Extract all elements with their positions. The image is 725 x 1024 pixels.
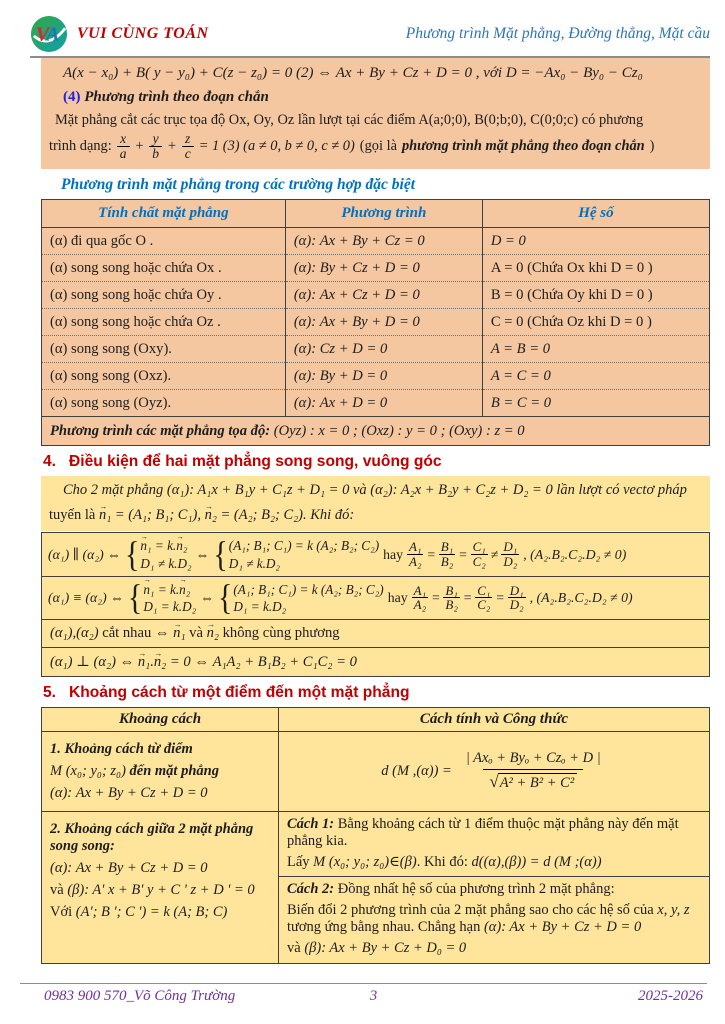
vector-n1: n₁ → (99, 507, 111, 524)
heading-text: Phương trình theo đoạn chắn (84, 89, 269, 105)
table-cell: C = 0 (Chứa Oz khi D = 0 ) (482, 309, 709, 336)
document-content (41, 58, 710, 964)
vector-n2: n₂ → (154, 654, 166, 671)
table-cell: (α): Ax + By + D = 0 (285, 309, 482, 336)
two-planes-distance-cell: 2. Khoảng cách giữa 2 mặt phẳng song song: (α): Ax + By + Cz + D = 0 và (β): A' x + B' y + C ' z + D ' = 0 Với (A'; B '; C ') = k (A; B; C) (42, 812, 279, 963)
brace-icon: { (127, 578, 143, 618)
special-cases-heading: Phương trình mặt phẳng trong các trường hợp đặc biệt (61, 176, 416, 194)
fraction-y-b: $\frac{y}{b}$ (149, 132, 162, 161)
page-number: 3 (369, 988, 378, 1004)
brand-logo-icon (30, 15, 68, 53)
footer-year: 2025-2026 (638, 988, 703, 1004)
vector-n2: n₂ → (205, 507, 217, 524)
column-header: Tính chất mặt phẳng (42, 200, 286, 228)
table-cell: (α) song song (Oxy). (42, 336, 286, 363)
ratio-chain: $\frac{\text{A₁}}{\text{A₂}}$ = $\frac{\text{B₁}}{\text{B₂}}$ = $\frac{\text{C₁}}{\text{C₂}}$ ≠ D₁ D₂ (409, 539, 518, 569)
table-row (42, 390, 710, 417)
intercept-paragraph: Mặt phẳng cắt các trục tọa độ Ox, Oy, Oz lần lượt tại các điểm A(a;0;0), B(0;b;0), C(0;0;c) có phương (55, 112, 644, 128)
table-cell: (α): By + Cz + D = 0 (285, 255, 482, 282)
brace-icon: { (218, 578, 233, 618)
vector-n1: n₁ → (143, 581, 154, 598)
vector-n2: n₂ → (207, 625, 219, 642)
section-5-heading: 5. Khoảng cách từ một điểm đến một mặt phẳng (43, 683, 410, 701)
page-header (30, 12, 710, 58)
condition-coincident-row: (α₁) ≡ (α₂) ⇔ { n₁ → = k.n₂ → D₁ = k.D₂ ⇔ { (A₁; B₁; C₁) = k (A₂; B₂; C₂) D₁ = k.D₂ hay $\frac{\text{A₁}}{\text{A₂}}$ = $\frac{\text{B₁}}{\text{B₂}}$ = $\frac{\text{C₁}}{\text{C₂}}$ = $\frac{\text{D₁}}{\text{D₂}}$ , (A₂.B₂.C₂.D₂ ≠ 0) (42, 576, 709, 619)
table-row (42, 336, 710, 363)
intercept-term: phương trình mặt phẳng theo đoạn chắn (401, 138, 645, 155)
heading-number: (4) (63, 89, 81, 105)
column-header: Hệ số (482, 200, 709, 228)
table-cell: (α) song song hoặc chứa Oz . (42, 309, 286, 336)
section-4-heading: 4. Điều kiện để hai mặt phẳng song song, vuông góc (43, 453, 442, 471)
table-cell: (α) đi qua gốc O . (42, 228, 286, 255)
footer-author: 0983 900 570_Võ Công Trường (44, 988, 236, 1004)
table-row (42, 309, 710, 336)
system-vectors: { n₁ → = k.n₂ → D₁ = k.D₂ (128, 581, 196, 615)
table-row (42, 228, 710, 255)
table-row (42, 255, 710, 282)
plane-equation-box (41, 58, 710, 169)
table-cell: (α): Cz + D = 0 (285, 336, 482, 363)
table-cell: (α) song song (Oxz). (42, 363, 286, 390)
ratio-chain: $\frac{\text{A₁}}{\text{A₂}}$ = $\frac{\text{B₁}}{\text{B₂}}$ = $\frac{\text{C₁}}{\text{C₂}}$ = $\frac{\text{D₁}}{\text{D₂}}$ (413, 582, 524, 613)
column-header: Phương trình (285, 200, 482, 228)
two-planes-definition: Cho 2 mặt phẳng (α₁): A₁x + B₁y + C₁z + D₁ = 0 và (α₂): A₂x + B₂y + C₂z + D₂ = 0 lần lượt có vectơ pháp (63, 482, 687, 499)
table-cell: A = C = 0 (482, 363, 709, 390)
page-footer (20, 983, 707, 1005)
fraction-x-a: $\frac{x}{a}$ (117, 132, 130, 161)
table-cell: (α): By + D = 0 (285, 363, 482, 390)
normal-vectors-line: tuyến là n₁ → = (A₁; B₁; C₁), n₂ → = (A₂; B₂; C₂). Khi đó: (49, 507, 702, 524)
brace-icon: { (213, 534, 228, 575)
table-cell: (α) song song hoặc chứa Oy . (42, 282, 286, 309)
square-root: √ A² + B² + C² (489, 773, 577, 792)
method-2: Cách 2: Đồng nhất hệ số của phương trình 2 mặt phẳng: Biến đổi 2 phương trình của 2 mặt phẳng sao cho các hệ số của x, y, z tương ứng bằng nhau. Chẳng hạn (α): Ax + By + Cz + D = 0 và (β): Ax + By + Cz + D₀ = 0 (279, 876, 709, 963)
system-coordinates: { (A₁; B₁; C₁) = k (A₂; B₂; C₂) D₁ ≠ k.D₂ (213, 534, 380, 575)
intercept-form-heading (49, 89, 702, 106)
table-cell: A = 0 (Chứa Ox khi D = 0 ) (482, 255, 709, 282)
vector-n2: n₂ → (179, 581, 190, 598)
column-header: Khoảng cách (42, 708, 279, 732)
table-cell: (α): Ax + D = 0 (285, 390, 482, 417)
table-row (42, 282, 710, 309)
table-cell: (α): Ax + Cz + D = 0 (285, 282, 482, 309)
condition-lhs: (α₁) ≡ (α₂) ⇔ (48, 589, 124, 605)
table-cell: D = 0 (482, 228, 709, 255)
coordinate-planes-note: Phương trình các mặt phẳng tọa độ: (Oyz) : x = 0 ; (Oxz) : y = 0 ; (Oxy) : z = 0 (42, 417, 710, 446)
column-header: Cách tính và Công thức (279, 708, 709, 732)
distance-formula-cell: d (M ,(α)) = | Axₒ + Byₒ + Czₒ + D | √ A² + B² + C² (279, 732, 709, 812)
table-cell: B = 0 (Chứa Oy khi D = 0 ) (482, 282, 709, 309)
system-vectors: { n₁ → = k.n₂ → D₁ ≠ k.D₂ (125, 537, 192, 571)
table-cell: B = C = 0 (482, 390, 709, 417)
table-footer-row (42, 417, 710, 446)
system-coordinates: { (A₁; B₁; C₁) = k (A₂; B₂; C₂) D₁ = k.D₂ (218, 578, 384, 618)
table-cell: (α) song song (Oyz). (42, 390, 286, 417)
brand-name: VUI CÙNG TOÁN (77, 25, 209, 42)
condition-intersect-row: (α₁),(α₂) cắt nhau ⇔ n₁ → và n₂ → không cùng phương (42, 619, 709, 647)
table-cell: A = B = 0 (482, 336, 709, 363)
vector-n2: n₂ → (176, 537, 187, 554)
condition-lhs: (α₁) ∥ (α₂) ⇔ (48, 546, 121, 562)
fraction-z-c: $\frac{z}{c}$ (182, 132, 194, 161)
logo-letter-v: V (35, 23, 50, 46)
equation-prefix: trình dạng: (49, 138, 112, 155)
methods-cell (279, 812, 709, 963)
vector-n1: n₁ → (140, 537, 151, 554)
point-distance-cell: 1. Khoảng cách từ điểm M (x₀; y₀; z₀) đến mặt phẳng (α): Ax + By + Cz + D = 0 (42, 732, 279, 812)
vector-n1: n₁ → (138, 654, 150, 671)
condition-parallel-row: (α₁) ∥ (α₂) ⇔ { n₁ → = k.n₂ → D₁ ≠ k.D₂ ⇔ { (A₁; B₁; C₁) = k (A₂; B₂; C₂) D₁ ≠ k.D₂ hay $\frac{\text{A₁}}{\text{A₂}}$ = $\frac{\text{B₁}}{\text{B₂}}$ = $\frac{\text{C₁}}{\text{C₂}}$ ≠ D₁ D₂ , (A₂.B₂.C₂.D₂ ≠ 0) (42, 533, 709, 575)
section-4-intro-box (41, 476, 710, 531)
table-header-row (42, 200, 710, 228)
table-cell: (α): Ax + By + Cz = 0 (285, 228, 482, 255)
equation-rhs: = 1 (3) (a ≠ 0, b ≠ 0, c ≠ 0) (198, 138, 355, 155)
intercept-equation-line: trình dạng: $\frac{x}{a}$ + $\frac{y}{b}$ + $\frac{z}{c}$ = 1 (3) (a ≠ 0, b ≠ 0, c ≠ 0) (gọi là phương trình mặt phẳng theo đoạn chắn ) (49, 131, 655, 162)
table-row (42, 363, 710, 390)
goila-text: (gọi là (359, 138, 397, 155)
condition-perpendicular-row: (α₁) ⊥ (α₂) ⇔ n₁ →.n₂ → = 0 ⇔ A₁A₂ + B₁B₂ + C₁C₂ = 0 (42, 647, 709, 676)
distance-formula-fraction: | Axₒ + Byₒ + Czₒ + D | √ A² + B² + C² (465, 750, 601, 792)
table-cell: (α) song song hoặc chứa Ox . (42, 255, 286, 282)
special-cases-table (41, 199, 710, 446)
plane-relations-table (41, 532, 710, 677)
brace-icon: { (124, 534, 140, 575)
method-1: Cách 1: Bằng khoảng cách từ 1 điểm thuộc mặt phẳng này đến mặt phẳng kia. Lấy M (x₀; y₀; z₀)∈(β). Khi đó: d((α),(β)) = d (M ;(α)) (287, 815, 679, 870)
general-equation: A(x − x₀) + B( y − y₀) + C(z − z₀) = 0 (2) ⇔ Ax + By + Cz + D = 0 , với D = −Ax₀ − By₀ − Cz₀ (63, 65, 643, 81)
vector-n1: n₁ → (173, 625, 185, 642)
distance-table (41, 707, 710, 964)
logo-letter-a: A (46, 23, 60, 46)
page-title: Phương trình Mặt phẳng, Đường thẳng, Mặt cầu (405, 25, 710, 42)
